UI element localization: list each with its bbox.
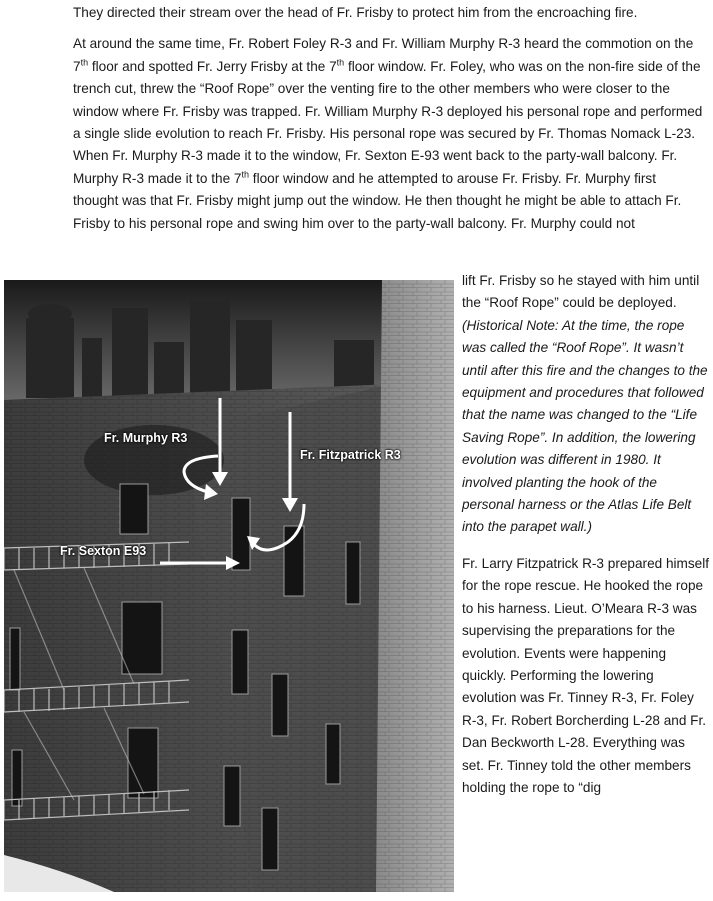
- rescue-photo: [4, 280, 454, 892]
- side-continuation: lift Fr. Frisby so he stayed with him until the “Roof Rope” could be deployed.: [462, 273, 700, 311]
- label-fitzpatrick: Fr. Fitzpatrick R3: [300, 448, 401, 462]
- label-sexton: Fr. Sexton E93: [60, 544, 147, 558]
- paragraph-1: They directed their stream over the head of Fr. Frisby to protect him from the encroaching fire.: [73, 5, 638, 20]
- paragraph-3: Fr. Larry Fitzpatrick R-3 prepared himself for the rope rescue. He hooked the rope to his harness. Lieut. O’Meara R-3 was supervising the preparations for the evolution. Events were happening quickly. Performing the lowering evolution was Fr. Tinney R-3, Fr. Foley R-3, Fr. Robert Borcherding L-28 and Fr. Dan Beckworth L-28. Everything was set. Fr. Tinney told the other members holding the rope to “dig: [462, 555, 710, 795]
- label-murphy: Fr. Murphy R3: [104, 431, 188, 445]
- body-text-top: [73, 2, 703, 235]
- side-paragraph: [462, 270, 710, 539]
- paragraph-2: At around the same time, Fr. Robert Foley R-3 and Fr. William Murphy R-3 heard the commotion on the 7th floor and spotted Fr. Jerry Frisby at the 7th floor window. Fr. Foley, who was on the non-fire side of the trench cut, threw the “Roof Rope” over the venting fire to the other members who were closer to the window where Fr. Frisby was trapped. Fr. William Murphy R-3 deployed his personal rope and performed a single slide evolution to reach Fr. Frisby. His personal rope was secured by Fr. Thomas Nomack L-23. When Fr. Murphy R-3 made it to the window, Fr. Sexton E-93 went back to the party-wall balcony. Fr. Murphy R-3 made it to the 7th floor window and he attempted to arouse Fr. Frisby. Fr. Murphy first thought was that Fr. Frisby might jump out the window. He then thought he might be able to attach Fr. Frisby to his personal rope and swing him over to the party-wall balcony. Fr. Murphy could not: [73, 36, 703, 231]
- historical-note: (Historical Note: At the time, the rope was called the “Roof Rope”. It wasn’t until after this fire and the changes to the equipment and procedures that followed that the name was changed to the “Life Saving Rope”. In addition, the lowering evolution was different in 1980. It involved planting the hook of the personal harness or the Atlas Life Belt into the parapet wall.): [462, 317, 708, 535]
- building-photo-illustration: [4, 280, 454, 892]
- side-column: [462, 270, 710, 799]
